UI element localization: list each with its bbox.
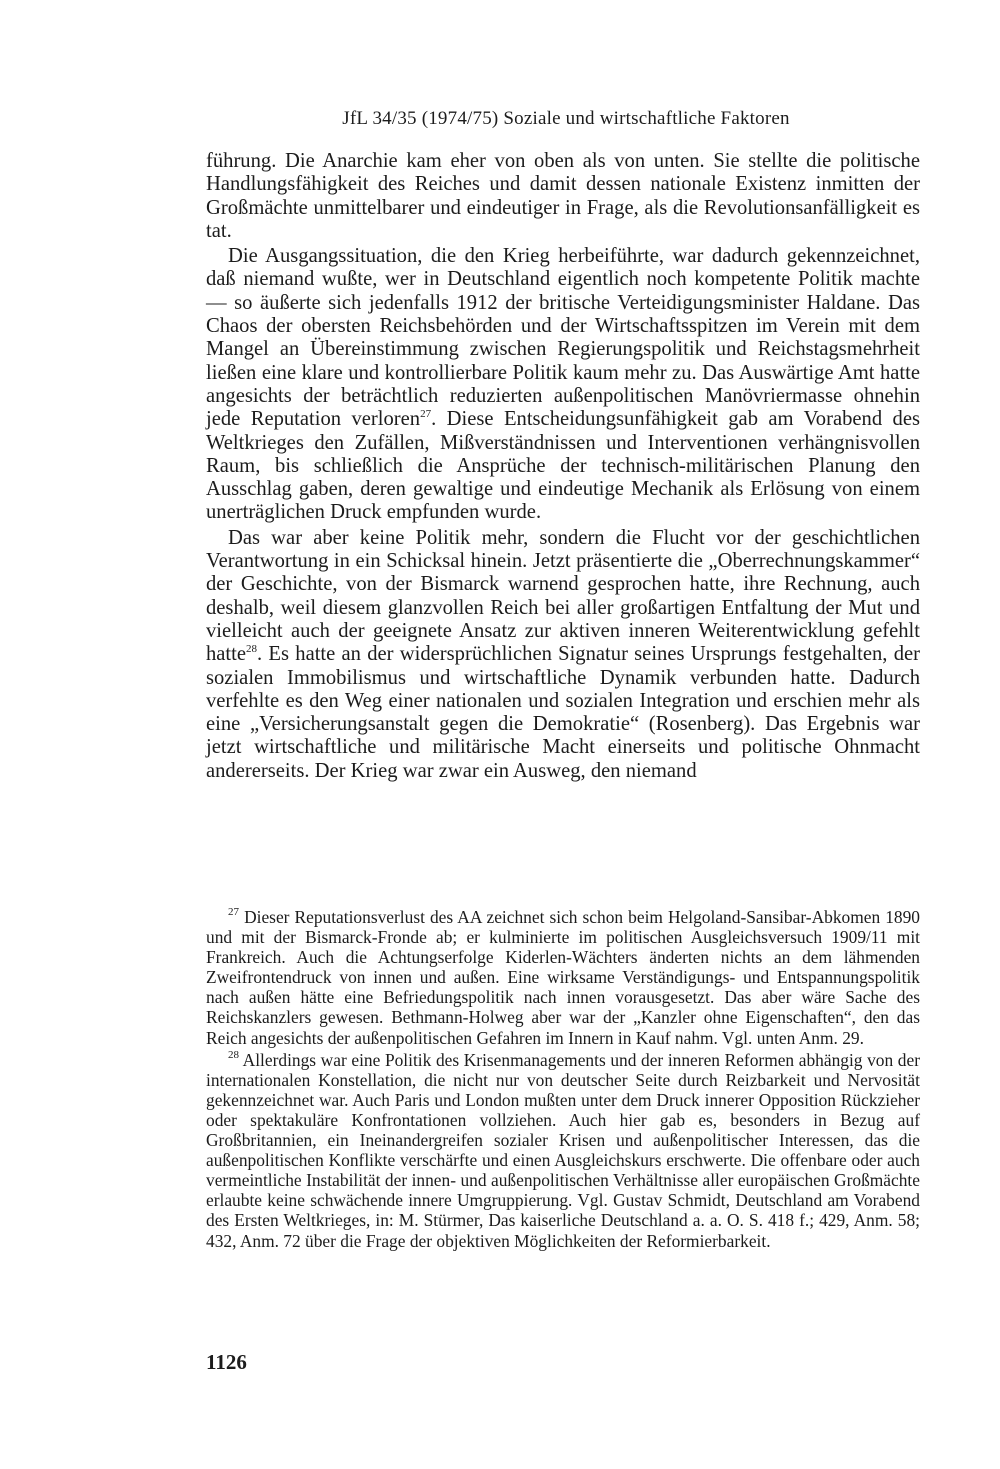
page-number: 1126	[206, 1350, 247, 1374]
body-text	[206, 150, 920, 783]
running-head: JfL 34/35 (1974/75) Soziale und wirtschaftliche Faktoren	[342, 108, 790, 129]
paragraph-2-text: Die Ausgangssituation, die den Krieg herbeiführte, war dadurch gekennzeichnet, daß niemand wußte, wer in Deutschland eigentlich noch kompetente Politik machte — so äußerte sich jedenfalls 1912 der britische Verteidigungsminister Haldane. Das Chaos der obersten Reichsbehörden und der Wirtschaftsspitzen im Verein mit dem Mangel an Übereinstimmung zwischen Regierungspolitik und Reichstagsmehrheit ließen eine klare und kontrollierbare Politik kaum mehr zu. Das Auswärtige Amt hatte angesichts der beträchtlich reduzierten außenpolitischen Manövriermasse ohnehin jede Reputation verloren	[206, 245, 920, 431]
footnotes	[206, 907, 920, 1251]
footnote-text: Allerdings war eine Politik des Krisenmanagements und der inneren Reformen abhängig von der internationalen Konstellation, die nicht nur von deutscher Seite durch Reizbarkeit und Nervosität gekennzeichnet war. Auch Paris und London mußten unter dem Druck innerer Opposition Rückzieher oder spektakuläre Konfrontationen vollziehen. Auch hier gab es, besonders in Bezug auf Großbritannien, ein Ineinandergreifen sozialer Krisen und außenpolitischer Interessen, das die außenpolitischen Konflikte verschärfte und einen Ausgleichskurs erschwerte. Die offenbare oder auch vermeintliche Instabilität der innen- und außenpolitischen Verhältnisse aller europäischen Großmächte erlaubte keine schwächende innere Umgruppierung. Vgl. Gustav Schmidt, Deutschland am Vorabend des Ersten Weltkrieges, in: M. Stürmer, Das kaiserliche Deutschland a. a. O. S. 418 f.; 429, Anm. 58; 432, Anm. 72 über die Frage der objektiven Möglichkeiten der Reformierbarkeit.	[206, 1049, 920, 1251]
paragraph-3-text: Das war aber keine Politik mehr, sondern die Flucht vor der geschichtlichen Verantwortung in ein Schicksal hinein. Jetzt präsentierte die „Oberrechnungskammer“ der Geschichte, von der Bismarck warnend gesprochen hatte, ihre Rechnung, auch deshalb, weil diesem glanzvollen Reich bei aller großartigen Entfaltung der Mut und vielleicht auch der geeignete Ansatz zur aktiven inneren Weiterentwicklung gefehlt hatte	[206, 526, 920, 666]
footnote-number: 28	[228, 1048, 239, 1061]
footnote-text: Dieser Reputationsverlust des AA zeichnet sich schon beim Helgoland-Sansibar-Abkomen 1890 und mit der Bismarck-Fronde ab; er kulminierte im politischen Ausgleichsversuch 1909/11 mit Frankreich. Auch die Achtungserfolge Kiderlen-Wächters änderten nichts an dem lähmenden Zweifrontendruck von innen und außen. Eine wirksame Verständigungs- und Entspannungspolitik nach außen hätte eine Befriedungspolitik nach innen vorausgesetzt. Das aber wäre Sache des Reichskanzlers gewesen. Bethmann-Holweg aber war der „Kanzler ohne Eigenschaften“, den das Reich angesichts der außenpolitischen Gefahren im Innern in Kauf nahm. Vgl. unten Anm. 29.	[206, 907, 920, 1048]
footnote-28	[206, 1050, 920, 1251]
paragraph-3-tail: . Es hatte an der widersprüchlichen Signatur seines Ursprungs festgehalten, der sozialen Immobilismus und wirtschaftliche Dynamik verbunden hatte. Dadurch verfehlte es den Weg einer nationalen und sozialen Integration und erschien mehr als eine „Versicherungsanstalt gegen die Demokratie“ (Rosenberg). Das Ergebnis war jetzt wirtschaftliche und militärische Macht einerseits und politische Ohnmacht andererseits. Der Krieg war zwar ein Ausweg, den niemand	[206, 643, 920, 782]
footnote-ref-27[interactable]: 27	[420, 408, 432, 421]
footnote-27	[206, 907, 920, 1048]
paragraph-2	[206, 245, 920, 525]
footnote-ref-28[interactable]: 28	[246, 643, 258, 656]
footnote-number: 27	[228, 906, 239, 918]
paragraph-2-tail: . Diese Entscheidungsunfähigkeit gab am Vorabend des Weltkrieges den Zufällen, Mißverständnissen und Interventionen verhängnisvollen Raum, bis schließlich die Ansprüche der technisch-militärischen Planung den Ausschlag gaben, deren gewaltige und eindeutige Mechanik als Erlösung von einem unerträglichen Druck empfunden wurde.	[206, 408, 920, 524]
paragraph-1: führung. Die Anarchie kam eher von oben als von unten. Sie stellte die politische Handlungsfähigkeit des Reiches und damit dessen nationale Existenz inmitten der Großmächte unmittelbarer und eindeutiger in Frage, als die Revolutionsanfälligkeit es tat.	[206, 150, 920, 242]
paragraph-3	[206, 527, 920, 783]
